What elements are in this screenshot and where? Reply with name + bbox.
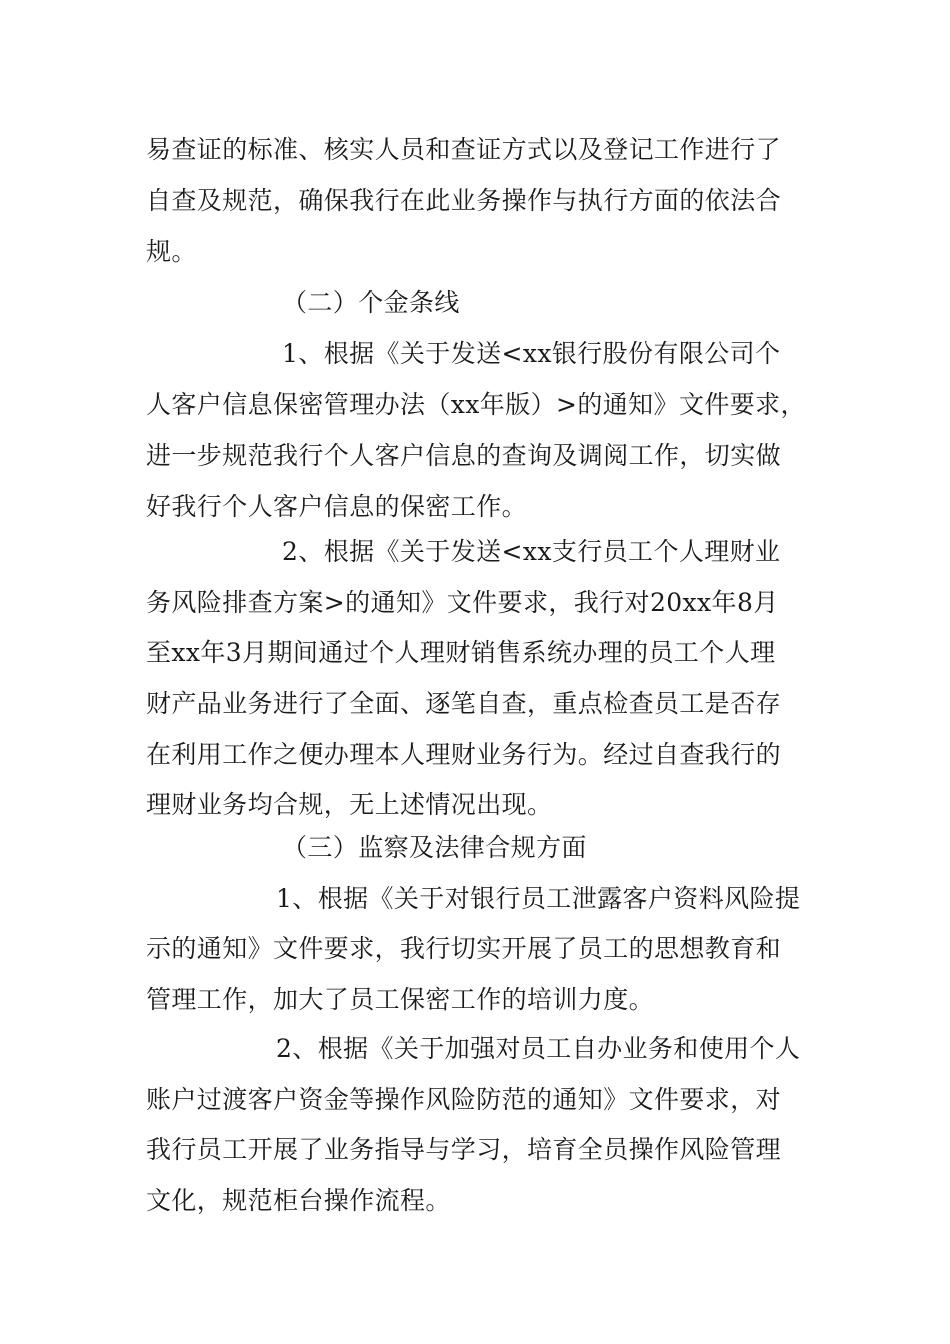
text-line: 易查证的标准、核实人员和查证方式以及登记工作进行了 [146, 135, 782, 164]
text-line: 我行员工开展了业务指导与学习，培育全员操作风险管理 [146, 1135, 782, 1164]
text-line: 务风险排查方案>的通知》文件要求，我行对20xx年8月 [146, 588, 779, 617]
text-line: 自查及规范，确保我行在此业务操作与执行方面的依法合 [146, 186, 782, 215]
text-line: 财产品业务进行了全面、逐笔自查，重点检查员工是否存 [146, 689, 782, 718]
text-line: 1、根据《关于对银行员工泄露客户资料风险提 [276, 884, 801, 913]
text-line: 规。 [146, 237, 197, 266]
text-line: 人客户信息保密管理办法（xx年版）>的通知》文件要求， [146, 390, 806, 419]
text-line: 文化，规范柜台操作流程。 [146, 1186, 451, 1215]
text-line: 在利用工作之便办理本人理财业务行为。经过自查我行的 [146, 740, 782, 769]
text-line: 1、根据《关于发送<xx银行股份有限公司个 [282, 339, 781, 368]
text-line: 进一步规范我行个人客户信息的查询及调阅工作，切实做 [146, 441, 782, 470]
text-line: 账户过渡客户资金等操作风险防范的通知》文件要求，对 [146, 1085, 782, 1114]
text-line: 管理工作，加大了员工保密工作的培训力度。 [146, 985, 655, 1014]
text-line: 2、根据《关于加强对员工自办业务和使用个人 [276, 1034, 801, 1063]
text-line: 理财业务均合规，无上述情况出现。 [146, 790, 553, 819]
section-heading: （三）监察及法律合规方面 [282, 833, 587, 862]
text-line: 2、根据《关于发送<xx支行员工个人理财业 [282, 537, 781, 566]
text-line: 好我行个人客户信息的保密工作。 [146, 492, 528, 521]
text-line: 至xx年3月期间通过个人理财销售系统办理的员工个人理 [146, 638, 776, 667]
text-line: 示的通知》文件要求，我行切实开展了员工的思想教育和 [146, 934, 782, 963]
section-heading: （二）个金条线 [282, 288, 460, 317]
